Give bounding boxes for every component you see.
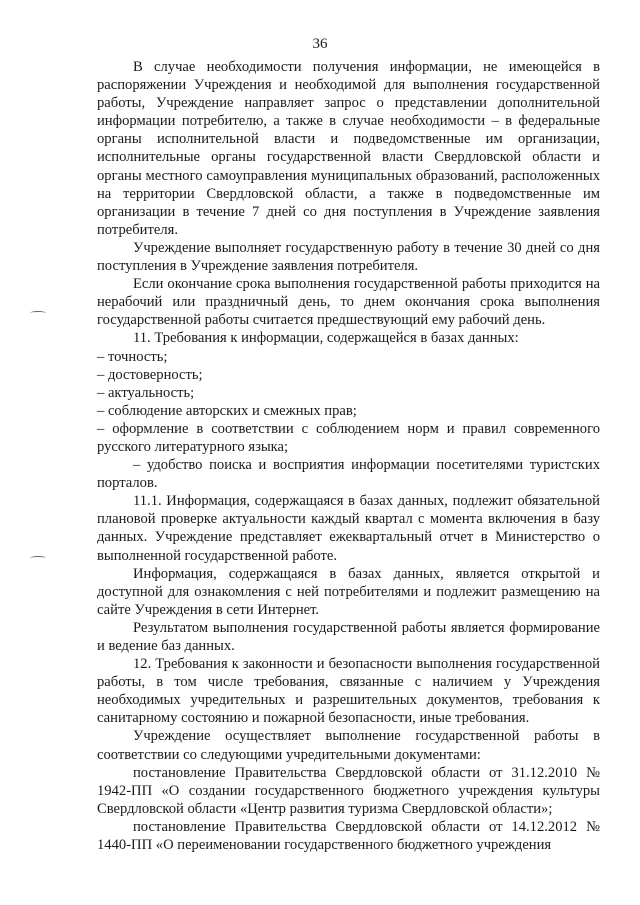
paragraph: постановление Правительства Свердловской области от 14.12.2012 № 1440-ПП «О переименовании государственного бюджетного учреждения [97,818,600,854]
list-item: – достоверность; [97,366,203,383]
margin-mark [30,556,46,560]
margin-mark [30,311,46,315]
paragraph: В случае необходимости получения информации, не имеющейся в распоряжении Учреждения и необходимой для выполнения государственной работы, Учреждение направляет запрос о представлении дополнительной информации потребителю, а также в случае необходимости – в федеральные органы исполнительной власти и подведомственные им организации, исполнительные органы государственной власти Свердловской области и органы местного самоуправления муниципальных образований, расположенных на территории Свердловской области, а также в подведомственные им организации в течение 7 дней со дня поступления в Учреждение заявления потребителя. [97,59,600,238]
paragraph: 11.1. Информация, содержащаяся в базах данных, подлежит обязательной плановой проверке актуальности каждый квартал с момента включения в базу данных. Учреждение представляет ежеквартальный отчет в Министерство о выполненной государственной работе. [97,493,600,564]
list-item: – удобство поиска и восприятия информации посетителями туристских порталов. [97,457,600,492]
list-item: – точность; [97,348,168,365]
list-item: – оформление в соответствии с соблюдением норм и правил современного русского литературного языка; [97,420,600,455]
paragraph: Учреждение осуществляет выполнение государственной работы в соответствии со следующими учредительными документами: [97,728,600,763]
list-item: – соблюдение авторских и смежных прав; [97,402,357,419]
list-item: – актуальность; [97,384,195,401]
paragraph: Учреждение выполняет государственную работу в течение 30 дней со дня поступления в Учреждение заявления потребителя. [97,239,600,275]
paragraph: Информация, содержащаяся в базах данных, является открытой и доступной для ознакомления с ней потребителями и подлежит размещению на сайте Учреждения в сети Интернет. [97,565,600,618]
document-body [97,58,600,854]
section-heading: 12. Требования к законности и безопасности выполнения государственной работы, в том числе требования, связанные с наличием у Учреждения необходимых учредительных и разрешительных документов, требования к санитарному состоянию и пожарной безопасности, иные требования. [97,656,600,727]
paragraph: Результатом выполнения государственной работы является формирование и ведение баз данных. [97,619,600,654]
section-heading: 11. Требования к информации, содержащейся в базах данных: [133,330,519,347]
paragraph: постановление Правительства Свердловской области от 31.12.2010 № 1942-ПП «О создании государственного бюджетного учреждения культуры Свердловской области «Центр развития туризма Свердловской области»; [97,764,600,817]
page-number: 36 [312,36,328,52]
paragraph: Если окончание срока выполнения государственной работы приходится на нерабочий или праздничный день, то днем окончания срока выполнения государственной работы считается предшествующий ему рабочий день. [97,276,600,329]
